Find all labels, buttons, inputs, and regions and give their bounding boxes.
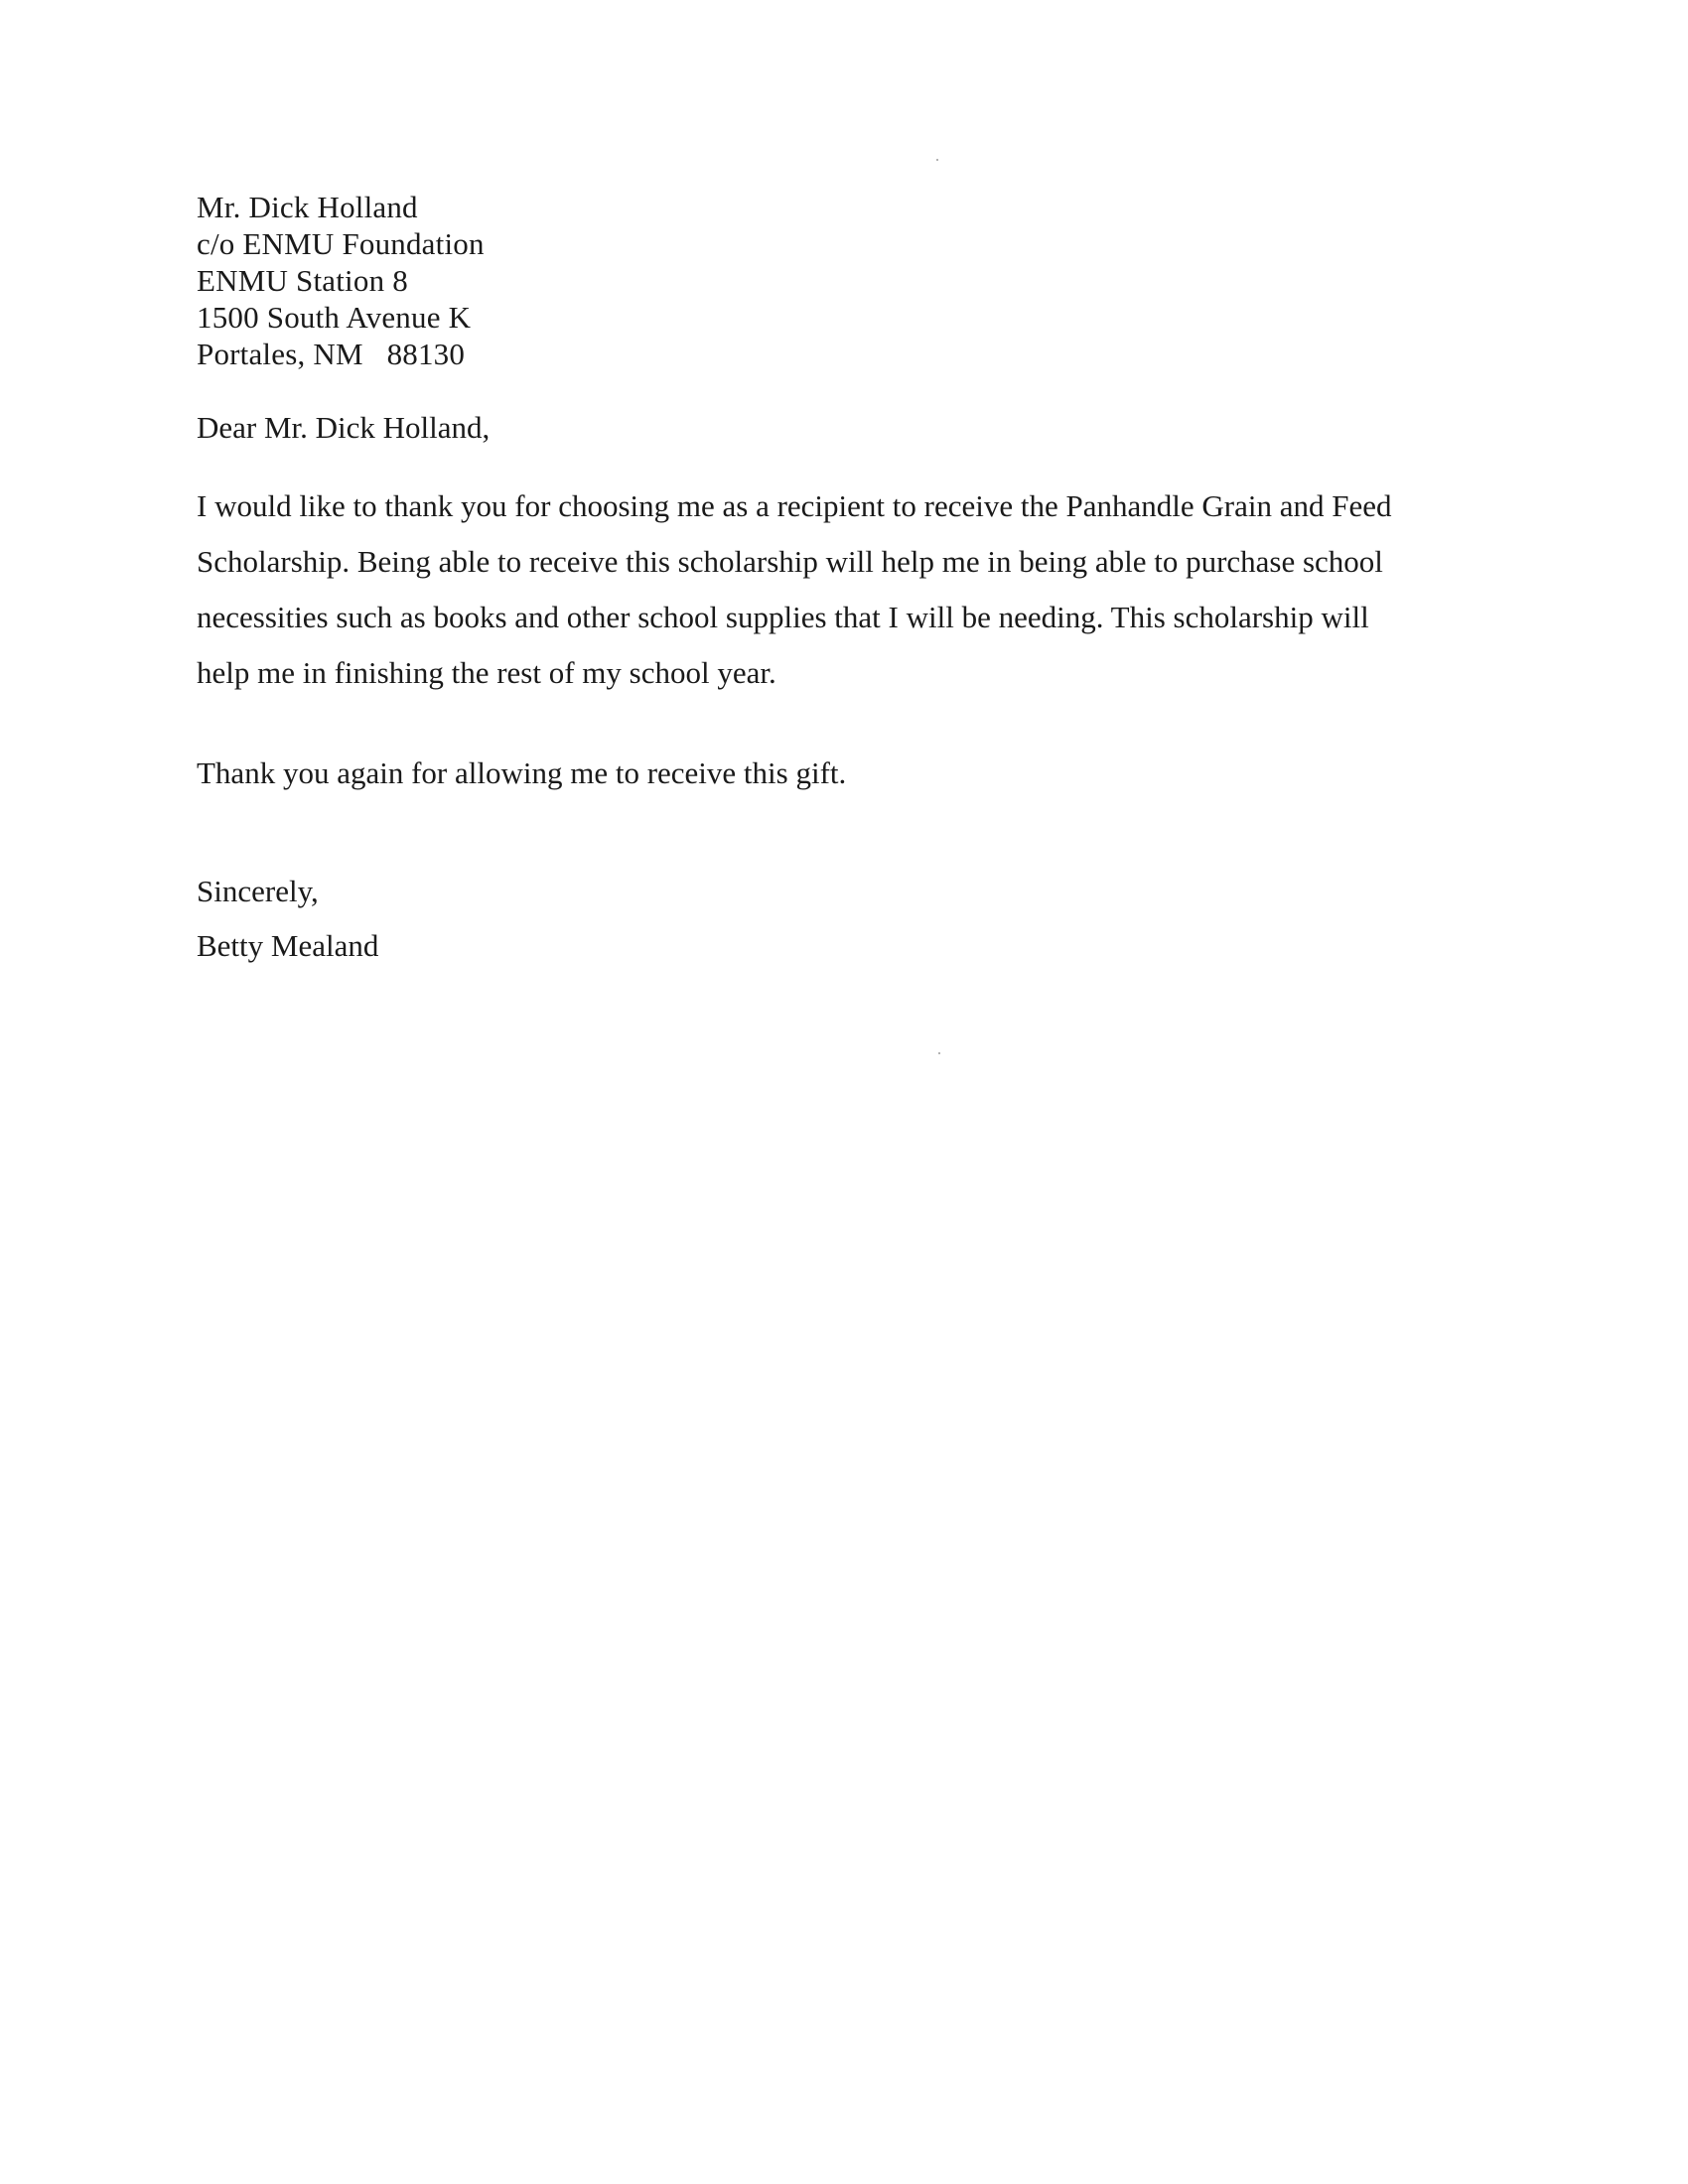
recipient-city-state-zip: Portales, NM 88130 xyxy=(197,337,466,371)
signature-name: Betty Mealand xyxy=(197,928,379,963)
body-line: necessities such as books and other school supplies that I will be needing. This scholarship will xyxy=(197,600,1369,634)
body-line: I would like to thank you for choosing me as a recipient to receive the Panhandle Grain and Feed xyxy=(197,488,1392,523)
recipient-name: Mr. Dick Holland xyxy=(197,190,418,224)
scan-speck xyxy=(936,159,938,161)
valediction: Sincerely, xyxy=(197,874,319,908)
thanks-line: Thank you again for allowing me to receive this gift. xyxy=(197,755,847,790)
scan-speck xyxy=(938,1052,940,1054)
recipient-address xyxy=(197,189,485,372)
recipient-care-of: c/o ENMU Foundation xyxy=(197,226,485,261)
closing xyxy=(197,864,378,973)
recipient-station: ENMU Station 8 xyxy=(197,263,408,298)
recipient-street: 1500 South Avenue K xyxy=(197,300,472,335)
body-line: help me in finishing the rest of my school year. xyxy=(197,655,776,690)
salutation: Dear Mr. Dick Holland, xyxy=(197,410,491,445)
body-paragraph xyxy=(197,478,1487,701)
body-line: Scholarship. Being able to receive this scholarship will help me in being able to purchase school xyxy=(197,544,1383,579)
